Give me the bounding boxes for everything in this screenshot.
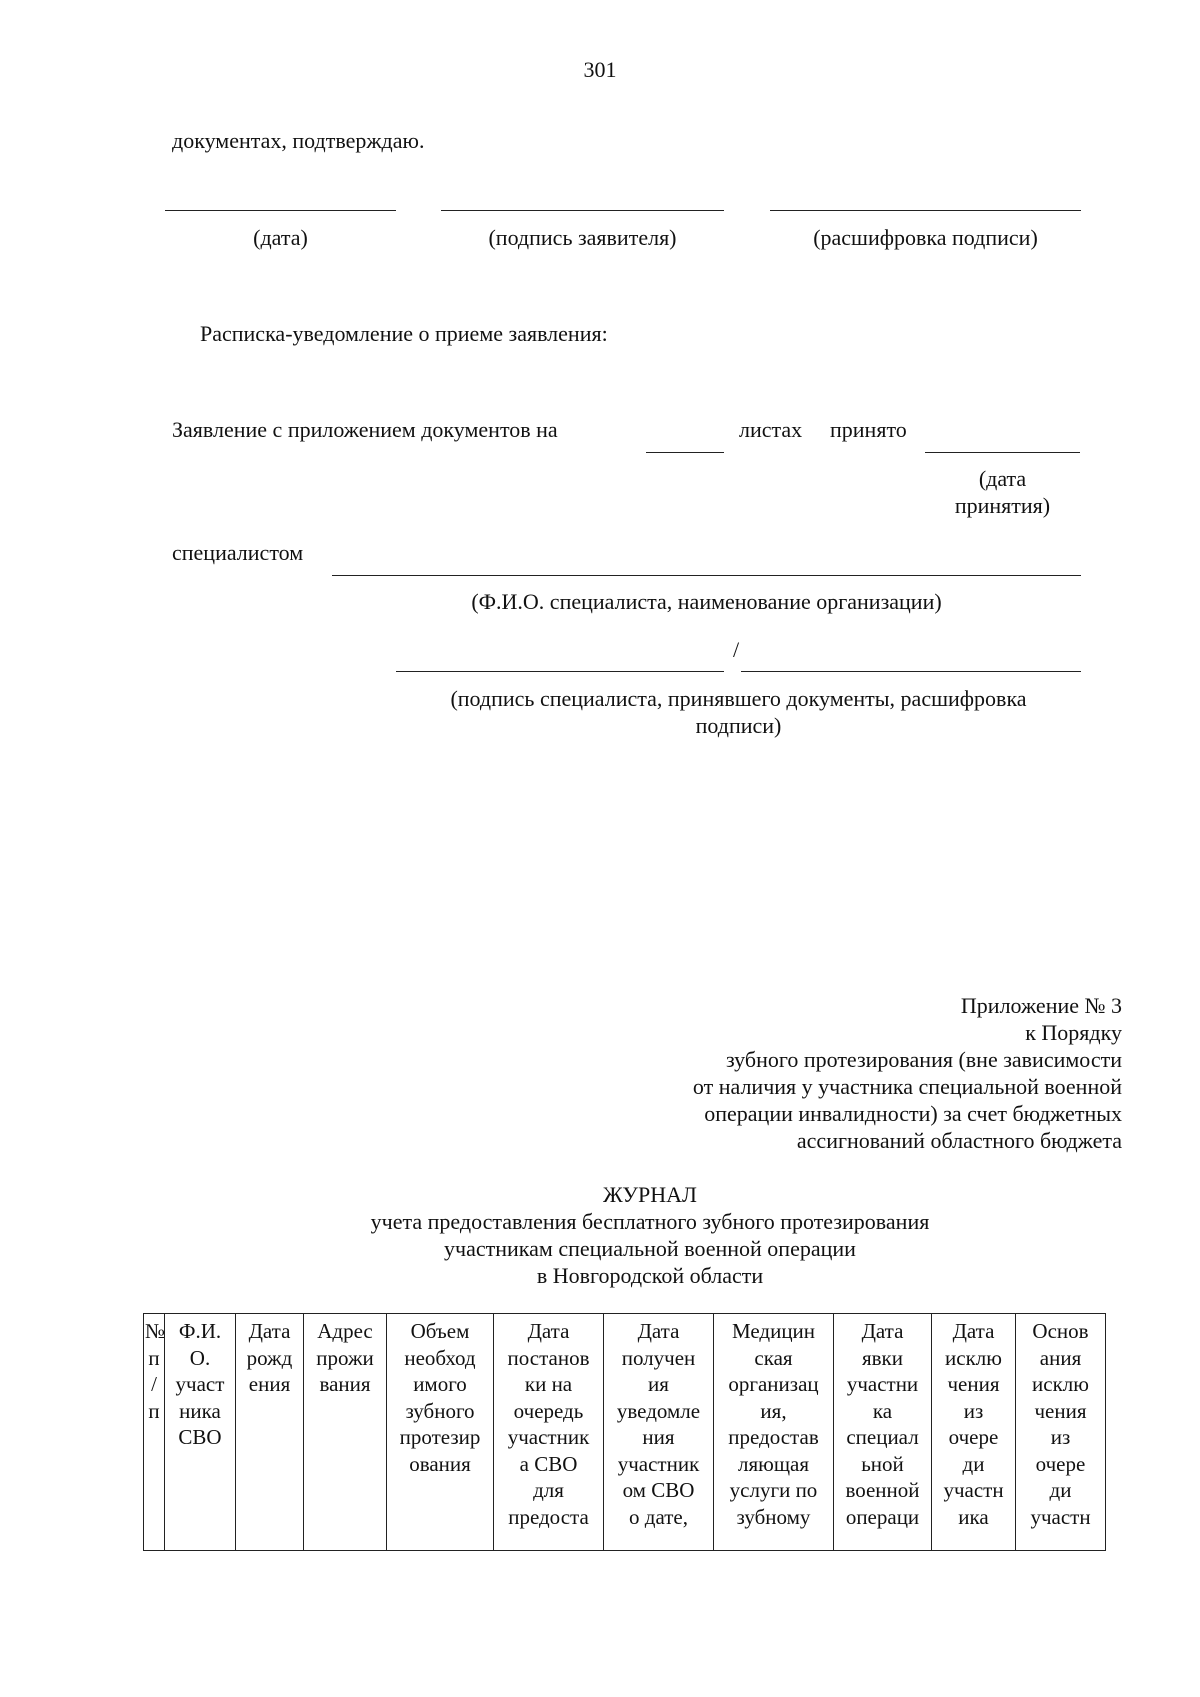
column-header-line: п <box>148 1398 160 1423</box>
column-header-line: ника <box>179 1398 221 1423</box>
column-header-line: исклю <box>945 1345 1002 1370</box>
column-header-line: вания <box>319 1372 371 1396</box>
column-header-line: уведомле <box>616 1398 701 1423</box>
decoding-caption: (расшифровка подписи) <box>813 225 1038 250</box>
column-header-line: ди <box>1049 1478 1072 1502</box>
intro-text: документах, подтверждаю. <box>172 128 425 153</box>
sheets-count-line <box>646 452 724 453</box>
column-header-line: О. <box>189 1345 211 1370</box>
sheets-label: листах <box>739 417 803 442</box>
appendix-line: от наличия у участника специальной военной <box>692 1074 1122 1099</box>
column-header-line: исклю <box>1032 1372 1089 1396</box>
appendix-line: операции инвалидности) за счет бюджетных <box>704 1101 1122 1126</box>
column-header-line: зубному <box>736 1504 811 1529</box>
column-header-line: зубного <box>405 1398 475 1423</box>
column-header-line: прожи <box>316 1345 374 1370</box>
slash-separator: / <box>732 637 740 662</box>
column-header-line: ия, <box>760 1398 787 1423</box>
column-header-queue-date <box>494 1314 604 1551</box>
date-caption: (дата) <box>253 225 308 250</box>
specialist-signature-caption-2: подписи) <box>695 713 782 738</box>
specialist-caption: (Ф.И.О. специалиста, наименование организации) <box>471 589 942 614</box>
column-header-line: Медицин <box>731 1319 816 1343</box>
column-header-notification-date <box>604 1314 714 1551</box>
column-header-line: участн <box>1030 1504 1091 1529</box>
appendix-line: к Порядку <box>1025 1020 1122 1045</box>
column-header-line: Основ <box>1032 1319 1089 1343</box>
column-header-line: участн <box>943 1478 1004 1502</box>
column-header-line: ская <box>754 1345 793 1370</box>
column-header-appearance-date <box>834 1314 932 1551</box>
column-header-line: услуги по <box>729 1478 818 1502</box>
column-header-line: чения <box>947 1372 1000 1396</box>
receipt-title: Расписка-уведомление о приеме заявления: <box>200 321 608 346</box>
column-header-line: участ <box>175 1372 225 1396</box>
signature-line <box>441 210 724 211</box>
journal-title: ЖУРНАЛ <box>603 1182 697 1207</box>
column-header-line: очере <box>948 1425 999 1449</box>
acceptance-date-caption-2: принятия) <box>954 493 1051 518</box>
journal-header-row <box>144 1314 1106 1551</box>
column-header-line: ляющая <box>738 1451 809 1476</box>
appendix-line: Приложение № 3 <box>960 993 1122 1018</box>
column-header-line: ьной <box>861 1451 904 1476</box>
column-header-line: ения <box>248 1372 291 1396</box>
specialist-decoding-line <box>741 671 1081 672</box>
column-header-line: операци <box>845 1504 920 1529</box>
column-header-line: Адрес <box>317 1319 373 1343</box>
column-header-line: Объем <box>410 1319 470 1343</box>
column-header-birth-date <box>236 1314 304 1551</box>
column-header-line: из <box>963 1398 984 1423</box>
column-header-line: специал <box>846 1425 919 1449</box>
column-header-line: имого <box>413 1372 467 1396</box>
journal-subtitle-line: учета предоставления бесплатного зубного протезирования <box>370 1209 930 1234</box>
specialist-signature-line <box>396 671 724 672</box>
specialist-label: специалистом <box>172 540 304 565</box>
column-header-line: очередь <box>513 1398 584 1423</box>
column-header-line: чения <box>1034 1398 1087 1423</box>
column-header-line: Ф.И. <box>178 1319 222 1343</box>
column-header-line: очере <box>1035 1451 1086 1476</box>
column-header-line: постанов <box>507 1345 590 1370</box>
column-header-line: получен <box>621 1345 696 1370</box>
column-header-line: предоста <box>508 1504 589 1529</box>
column-header-volume <box>387 1314 494 1551</box>
column-header-address <box>304 1314 387 1551</box>
column-header-line: участни <box>846 1372 919 1396</box>
column-header-line: явки <box>861 1345 903 1370</box>
column-header-line: / <box>151 1372 157 1396</box>
column-header-line: организац <box>728 1372 819 1396</box>
signature-caption: (подпись заявителя) <box>488 225 677 250</box>
column-header-line: а СВО <box>519 1451 578 1476</box>
column-header-exclusion-reasons <box>1016 1314 1106 1551</box>
column-header-line: ом СВО <box>622 1478 695 1502</box>
column-header-line: ния <box>642 1425 675 1449</box>
journal-subtitle-line: в Новгородской области <box>536 1263 764 1288</box>
column-header-line: Дата <box>248 1319 291 1343</box>
column-header-line: ки на <box>524 1372 573 1396</box>
column-header-line: предостав <box>728 1425 819 1449</box>
decoding-line <box>770 210 1081 211</box>
column-header-line: ди <box>962 1451 985 1476</box>
acceptance-date-caption-1: (дата <box>978 466 1027 491</box>
page-number: 301 <box>583 57 617 82</box>
specialist-signature-caption-1: (подпись специалиста, принявшего документы, расшифровка <box>450 686 1027 711</box>
column-header-line: протезир <box>399 1425 481 1449</box>
specialist-name-line <box>332 575 1081 576</box>
journal-table <box>143 1313 1106 1551</box>
column-header-line: из <box>1050 1425 1071 1449</box>
column-header-line: № <box>145 1319 166 1343</box>
accepted-label: принято <box>830 417 907 442</box>
column-header-fio <box>165 1314 236 1551</box>
column-header-line: ования <box>409 1451 471 1476</box>
column-header-exclusion-date <box>932 1314 1016 1551</box>
column-header-line: участник <box>617 1451 700 1476</box>
column-header-line: о дате, <box>629 1504 688 1529</box>
column-header-line: ия <box>648 1372 669 1396</box>
column-header-line: Дата <box>637 1319 680 1343</box>
column-header-line: Дата <box>527 1319 570 1343</box>
acceptance-date-line <box>925 452 1080 453</box>
column-header-line: рожд <box>246 1345 293 1370</box>
appendix-line: ассигнований областного бюджета <box>796 1128 1122 1153</box>
appendix-line: зубного протезирования (вне зависимости <box>725 1047 1122 1072</box>
column-header-line: СВО <box>178 1425 222 1449</box>
column-header-line: ика <box>958 1504 989 1529</box>
column-header-line: участник <box>507 1425 590 1449</box>
column-header-medical-org <box>714 1314 834 1551</box>
column-header-number <box>144 1314 165 1551</box>
date-line <box>165 210 396 211</box>
journal-subtitle-line: участникам специальной военной операции <box>444 1236 856 1261</box>
receipt-text: Заявление с приложением документов на <box>172 417 558 442</box>
column-header-line: Дата <box>861 1319 904 1343</box>
column-header-line: Дата <box>952 1319 995 1343</box>
column-header-line: ания <box>1039 1345 1082 1370</box>
column-header-line: для <box>533 1478 564 1502</box>
column-header-line: п <box>148 1345 160 1370</box>
column-header-line: необход <box>404 1345 476 1370</box>
column-header-line: ка <box>872 1398 893 1423</box>
column-header-line: военной <box>845 1478 920 1502</box>
